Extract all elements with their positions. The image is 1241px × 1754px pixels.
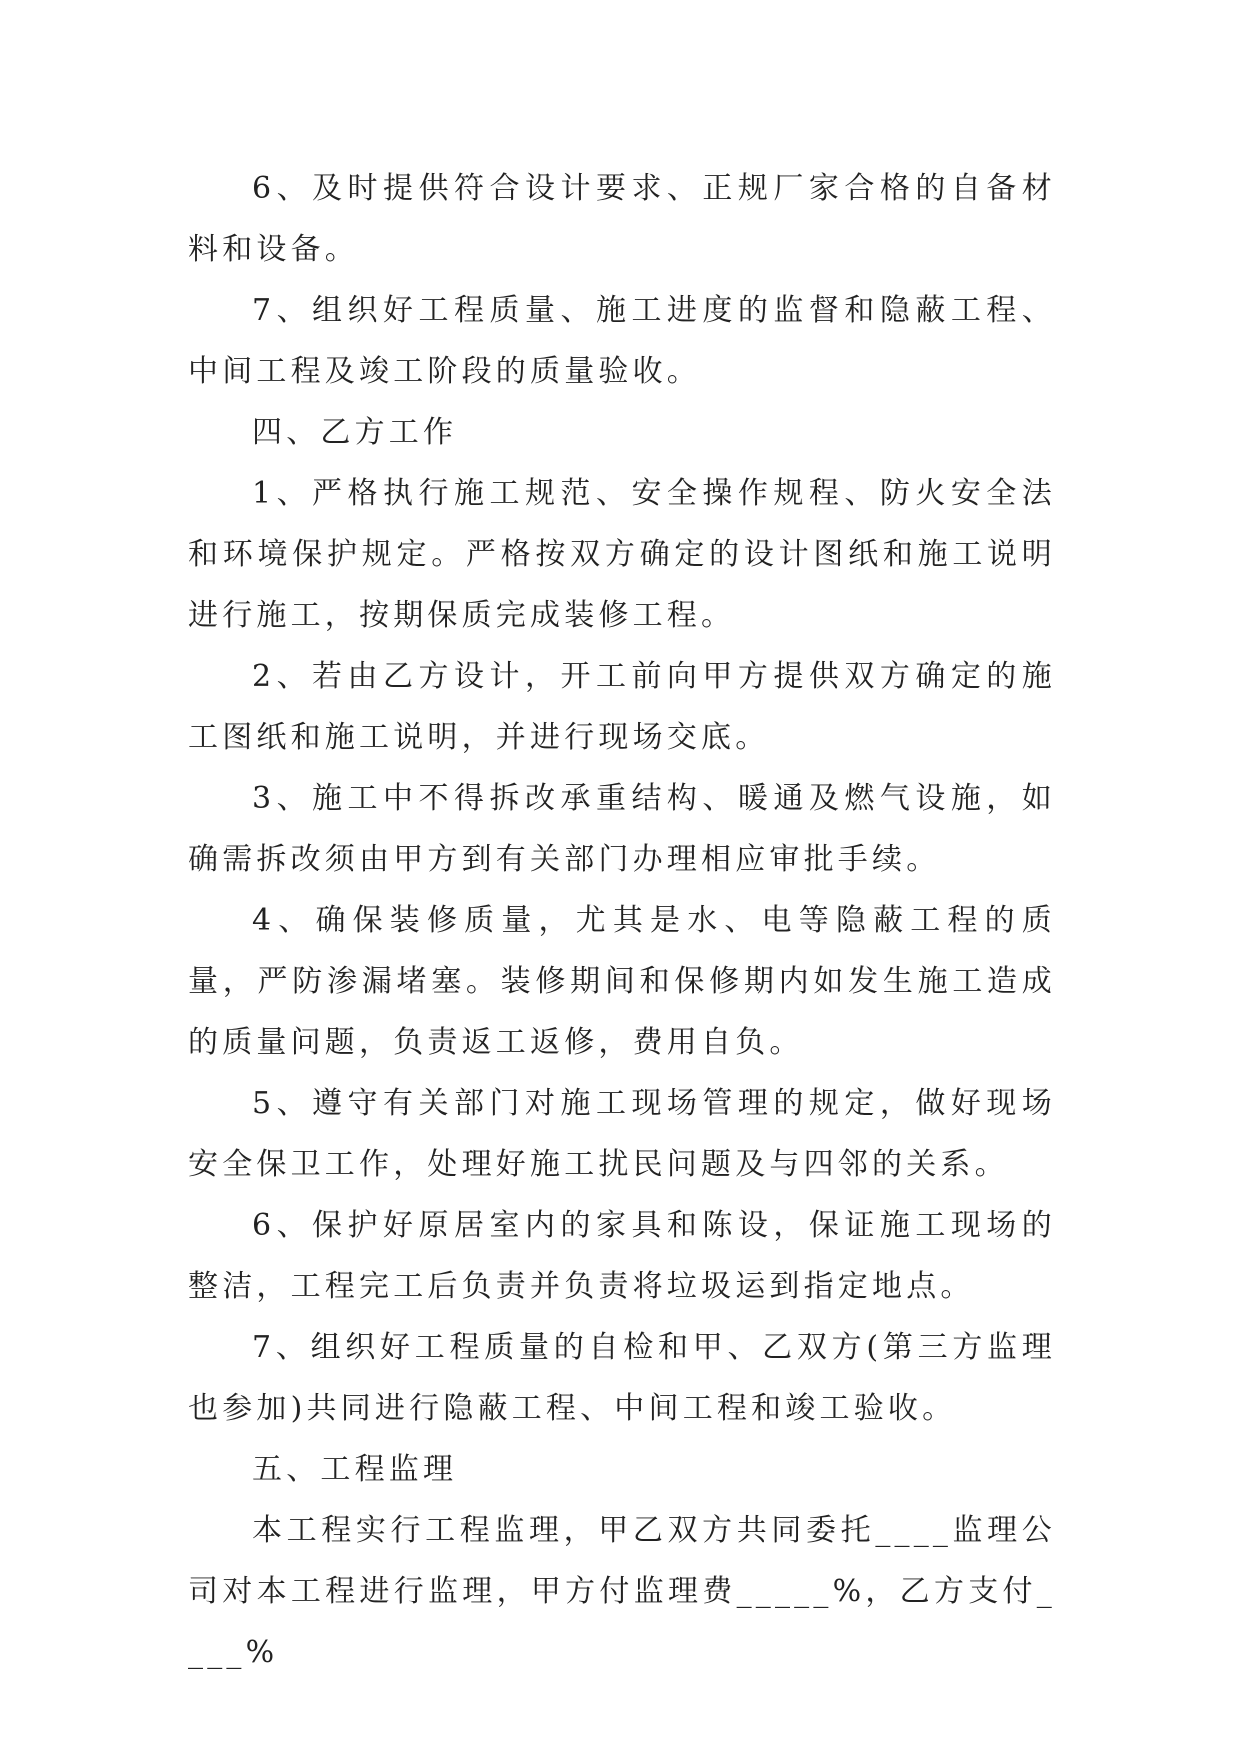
paragraph-a7-inspection: 7、组织好工程质量、施工进度的监督和隐蔽工程、中间工程及竣工阶段的质量验收。 <box>188 293 1056 389</box>
paragraph-b5-site-management: 5、遵守有关部门对施工现场管理的规定，做好现场安全保卫工作，处理好施工扰民问题及与四邻的关系。 <box>188 1086 1056 1182</box>
section-heading-party-b-work: 四、乙方工作 <box>252 415 458 450</box>
paragraph-b4-quality: 4、确保装修质量，尤其是水、电等隐蔽工程的质量，严防渗漏堵塞。装修期间和保修期内如发生施工造成的质量问题，负责返工返修，费用自负。 <box>188 903 1056 1060</box>
paragraph-a6-materials: 6、及时提供符合设计要求、正规厂家合格的自备材料和设备。 <box>188 171 1056 267</box>
paragraph-b3-structure: 3、施工中不得拆改承重结构、暖通及燃气设施，如确需拆改须由甲方到有关部门办理相应审批手续。 <box>188 781 1056 877</box>
paragraph-b1-regulations: 1、严格执行施工规范、安全操作规程、防火安全法和环境保护规定。严格按双方确定的设计图纸和施工说明进行施工，按期保质完成装修工程。 <box>188 476 1056 633</box>
paragraph-b6-furniture: 6、保护好原居室内的家具和陈设，保证施工现场的整洁，工程完工后负责并负责将垃圾运到指定地点。 <box>188 1208 1056 1304</box>
paragraph-b7-acceptance: 7、组织好工程质量的自检和甲、乙双方(第三方监理也参加)共同进行隐蔽工程、中间工程和竣工验收。 <box>188 1330 1056 1426</box>
section-heading-supervision: 五、工程监理 <box>252 1452 458 1487</box>
document-body <box>188 158 1056 1683</box>
paragraph-supervision-fee: 本工程实行工程监理，甲乙双方共同委托____监理公司对本工程进行监理，甲方付监理费_____%，乙方支付____% <box>188 1513 1056 1670</box>
paragraph-b2-design: 2、若由乙方设计，开工前向甲方提供双方确定的施工图纸和施工说明，并进行现场交底。 <box>188 659 1056 755</box>
